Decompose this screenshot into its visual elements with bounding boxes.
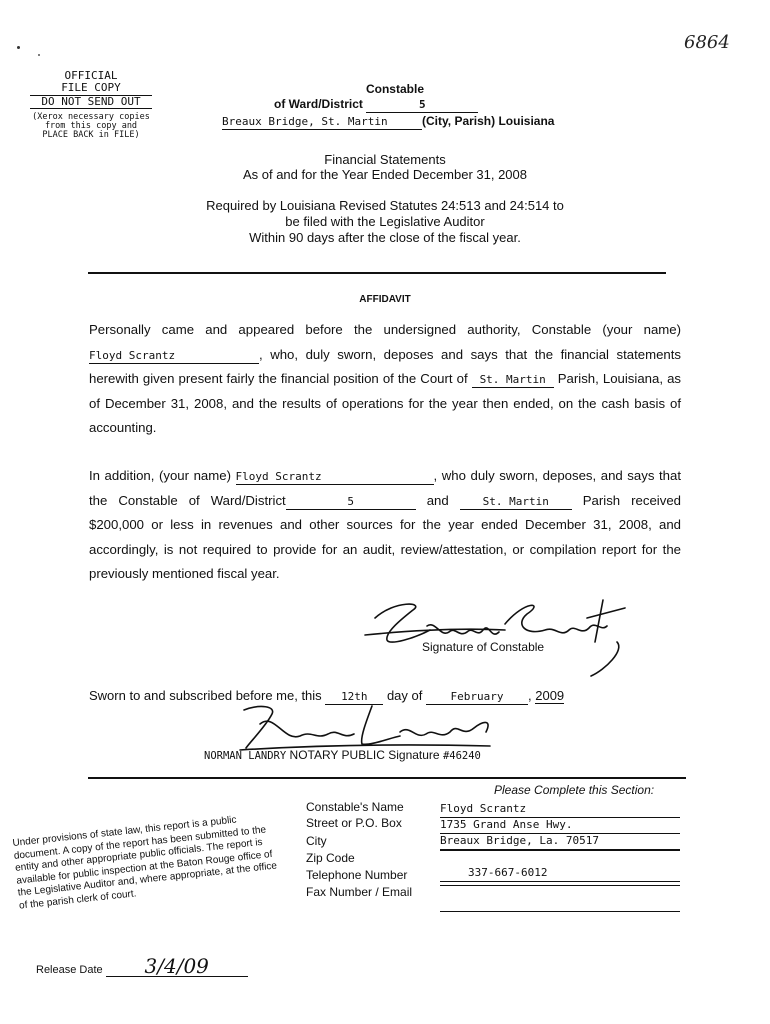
legal-note: Under provisions of state law, this report is a public document. A copy of the report has been submitted to the entity and other appropriate public officials. The report is available for public inspection at the Baton Rouge office of the Legislative Auditor and, where appropriate, at the office of the parish clerk of court.	[12, 814, 278, 912]
value-fax-email	[440, 885, 680, 886]
p1-text-c: Parish, Louisiana, as of December 31, 2008, and the results of operations for the year then ended, on the cash basis of accounting.	[89, 371, 681, 435]
label-constable-name: Constable's Name	[306, 800, 404, 814]
requirement-line-2: be filed with the Legislative Auditor	[285, 214, 485, 229]
scan-speck	[38, 54, 40, 56]
ward-label: of Ward/District	[274, 97, 363, 111]
notary-line	[204, 748, 481, 762]
release-date-value: 3/4/09	[106, 956, 248, 977]
official-file-copy-stamp	[30, 70, 152, 140]
city-parish-line	[222, 114, 554, 130]
constable-signature	[355, 580, 640, 680]
label-telephone: Telephone Number	[306, 868, 408, 882]
value-telephone: 337-667-6012	[440, 865, 680, 882]
affidavit-paragraph-2	[89, 464, 681, 587]
sworn-text-a: Sworn to and subscribed before me, this	[89, 688, 322, 703]
sworn-text-c: ,	[527, 688, 532, 703]
city-parish-label: (City, Parish) Louisiana	[422, 114, 555, 128]
scan-speck	[17, 46, 20, 49]
header-title: Constable	[365, 82, 424, 96]
requirement-line-3: Within 90 days after the close of the fiscal year.	[249, 230, 521, 245]
p1-parish: St. Martin	[472, 373, 554, 388]
value-zip	[440, 850, 680, 851]
footer-divider	[88, 777, 686, 779]
header-divider	[88, 272, 666, 274]
city-parish-value: Breaux Bridge, St. Martin	[222, 115, 422, 130]
requirement-line-1: Required by Louisiana Revised Statutes 24:513 and 24:514 to	[206, 198, 564, 213]
p1-name: Floyd Scrantz	[89, 349, 259, 364]
p1-text-b: , who, duly sworn, deposes and says that the financial statements herewith given present fairly the financial position of the Court of	[89, 346, 681, 386]
affidavit-paragraph-1	[89, 318, 681, 441]
p2-text-a: In addition, (your name)	[89, 468, 231, 483]
p2-text-d: Parish received $200,000 or less in revenues and other sources for the year ended December 31, 2008, and accordingly, is not required to provide for an audit, review/attestation, or compilation report for the previously mentioned fiscal year.	[89, 492, 681, 581]
p1-text-a: Personally came and appeared before the undersigned authority, Constable (your name)	[89, 322, 681, 337]
label-street: Street or P.O. Box	[306, 816, 402, 830]
p2-parish: St. Martin	[460, 495, 572, 510]
stamp-line-file-copy: FILE COPY	[61, 81, 121, 94]
ward-value: 5	[366, 98, 478, 113]
notary-id: #46240	[442, 750, 481, 762]
sworn-text-b: day of	[386, 688, 423, 703]
value-street: 1735 Grand Anse Hwy.	[440, 817, 680, 834]
p2-text-b: , who duly sworn, deposes, and says that the Constable of Ward/District	[89, 468, 681, 508]
p2-text-c: and	[426, 492, 449, 508]
extra-line	[440, 911, 680, 912]
fs-period: As of and for the Year Ended December 31, 2008	[242, 167, 528, 182]
release-label: Release Date	[36, 964, 103, 976]
corner-number: 6864	[684, 32, 730, 53]
label-city: City	[306, 834, 327, 848]
affidavit-heading: AFFIDAVIT	[359, 294, 411, 305]
notary-name: NORMAN LANDRY	[204, 750, 287, 762]
sworn-month: February	[426, 690, 528, 705]
p2-ward: 5	[286, 495, 416, 510]
stamp-line-official: OFFICIAL	[64, 69, 118, 82]
value-constable-name: Floyd Scrantz	[440, 801, 680, 818]
value-city: Breaux Bridge, La. 70517	[440, 833, 680, 850]
sworn-year: 2009	[535, 688, 565, 703]
p2-name: Floyd Scrantz	[236, 470, 434, 485]
ward-line	[274, 97, 478, 113]
release-line	[36, 956, 248, 977]
stamp-note: (Xerox necessary copies from this copy and PLACE BACK in FILE)	[32, 112, 150, 140]
contact-heading: Please Complete this Section:	[494, 783, 655, 797]
sworn-day: 12th	[325, 690, 383, 705]
signature-label: Signature of Constable	[422, 640, 545, 654]
label-fax-email: Fax Number / Email	[306, 885, 413, 899]
fs-title: Financial Statements	[324, 152, 446, 167]
label-zip: Zip Code	[306, 851, 355, 865]
stamp-line-do-not-send: DO NOT SEND OUT	[30, 95, 152, 109]
notary-label: NOTARY PUBLIC Signature	[289, 748, 440, 762]
